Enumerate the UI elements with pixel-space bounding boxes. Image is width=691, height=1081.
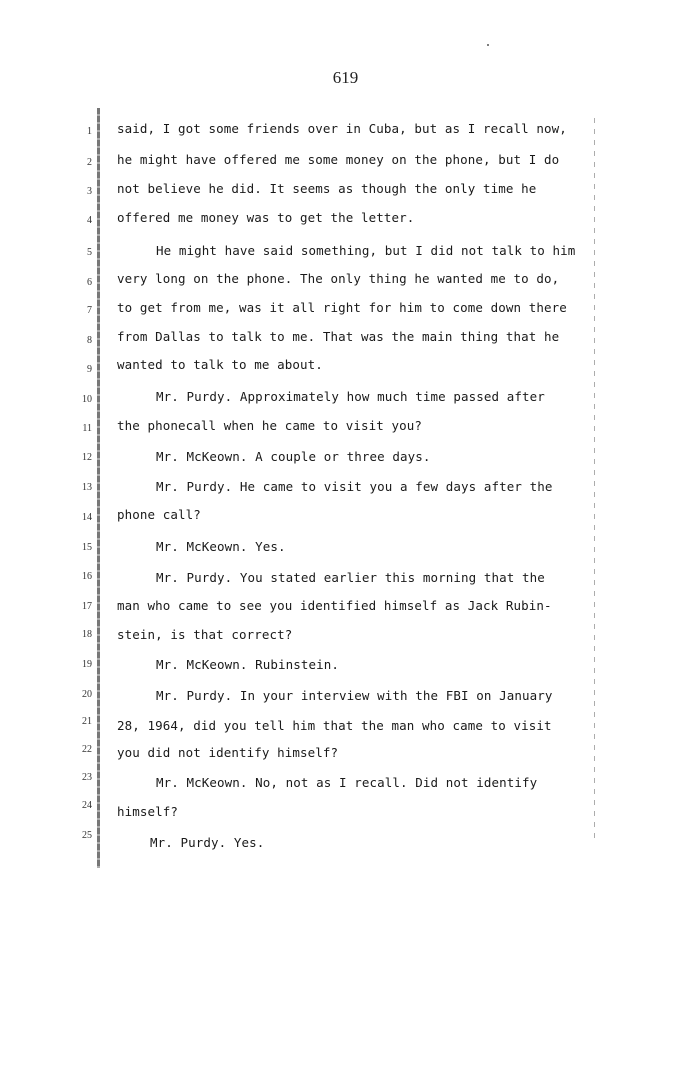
line-number: 12 — [82, 452, 92, 463]
left-margin-rule — [97, 108, 100, 868]
line-number: 4 — [87, 215, 92, 226]
line-number: 8 — [87, 335, 92, 346]
line-number: 9 — [87, 364, 92, 375]
line-text: to get from me, was it all right for him to come down there — [117, 300, 567, 315]
line-number: 5 — [87, 247, 92, 258]
line-text: not believe he did. It seems as though the only time he — [117, 181, 537, 196]
line-number: 18 — [82, 629, 92, 640]
line-number: 2 — [87, 157, 92, 168]
line-number: 13 — [82, 482, 92, 493]
line-number: 20 — [82, 689, 92, 700]
line-text: wanted to talk to me about. — [117, 357, 323, 372]
line-text: Mr. Purdy. In your interview with the FBI on January — [156, 688, 553, 703]
page-number: 619 — [332, 68, 359, 87]
line-text: 28, 1964, did you tell him that the man who came to visit — [117, 718, 552, 733]
line-text: phone call? — [117, 507, 201, 522]
scan-mark — [487, 44, 489, 46]
line-text: Mr. McKeown. Yes. — [156, 539, 286, 554]
line-number: 14 — [82, 512, 92, 523]
line-text: man who came to see you identified himself as Jack Rubin- — [117, 598, 552, 613]
line-text: from Dallas to talk to me. That was the main thing that he — [117, 329, 560, 344]
line-number: 21 — [82, 716, 92, 727]
line-text: Mr. Purdy. He came to visit you a few days after the — [156, 479, 553, 494]
line-number: 3 — [87, 186, 92, 197]
line-text: stein, is that correct? — [117, 627, 293, 642]
line-number: 15 — [82, 542, 92, 553]
line-number: 23 — [82, 772, 92, 783]
line-text: very long on the phone. The only thing he wanted me to do, — [117, 271, 560, 286]
line-number: 11 — [82, 423, 92, 434]
line-text: Mr. Purdy. You stated earlier this morning that the — [156, 570, 545, 585]
line-text: you did not identify himself? — [117, 745, 339, 760]
line-number: 1 — [87, 126, 92, 137]
line-number: 10 — [82, 394, 92, 405]
line-number: 19 — [82, 659, 92, 670]
line-text: he might have offered me some money on the phone, but I do — [117, 152, 560, 167]
line-number: 6 — [87, 277, 92, 288]
line-text: Mr. Purdy. Yes. — [150, 835, 265, 850]
line-number: 22 — [82, 744, 92, 755]
line-number: 16 — [82, 571, 92, 582]
line-text: Mr. McKeown. Rubinstein. — [156, 657, 340, 672]
line-text: Mr. McKeown. No, not as I recall. Did not identify — [156, 775, 538, 790]
line-text: said, I got some friends over in Cuba, but as I recall now, — [117, 121, 567, 136]
line-text: Mr. Purdy. Approximately how much time passed after — [156, 389, 545, 404]
line-number: 17 — [82, 601, 92, 612]
line-text: He might have said something, but I did not talk to him — [156, 243, 576, 258]
right-margin-rule — [594, 118, 595, 838]
line-text: himself? — [117, 804, 179, 819]
line-number: 7 — [87, 305, 92, 316]
line-number: 25 — [82, 830, 92, 841]
line-text: Mr. McKeown. A couple or three days. — [156, 449, 431, 464]
line-text: offered me money was to get the letter. — [117, 210, 415, 225]
line-number: 24 — [82, 800, 92, 811]
line-text: the phonecall when he came to visit you? — [117, 418, 423, 433]
